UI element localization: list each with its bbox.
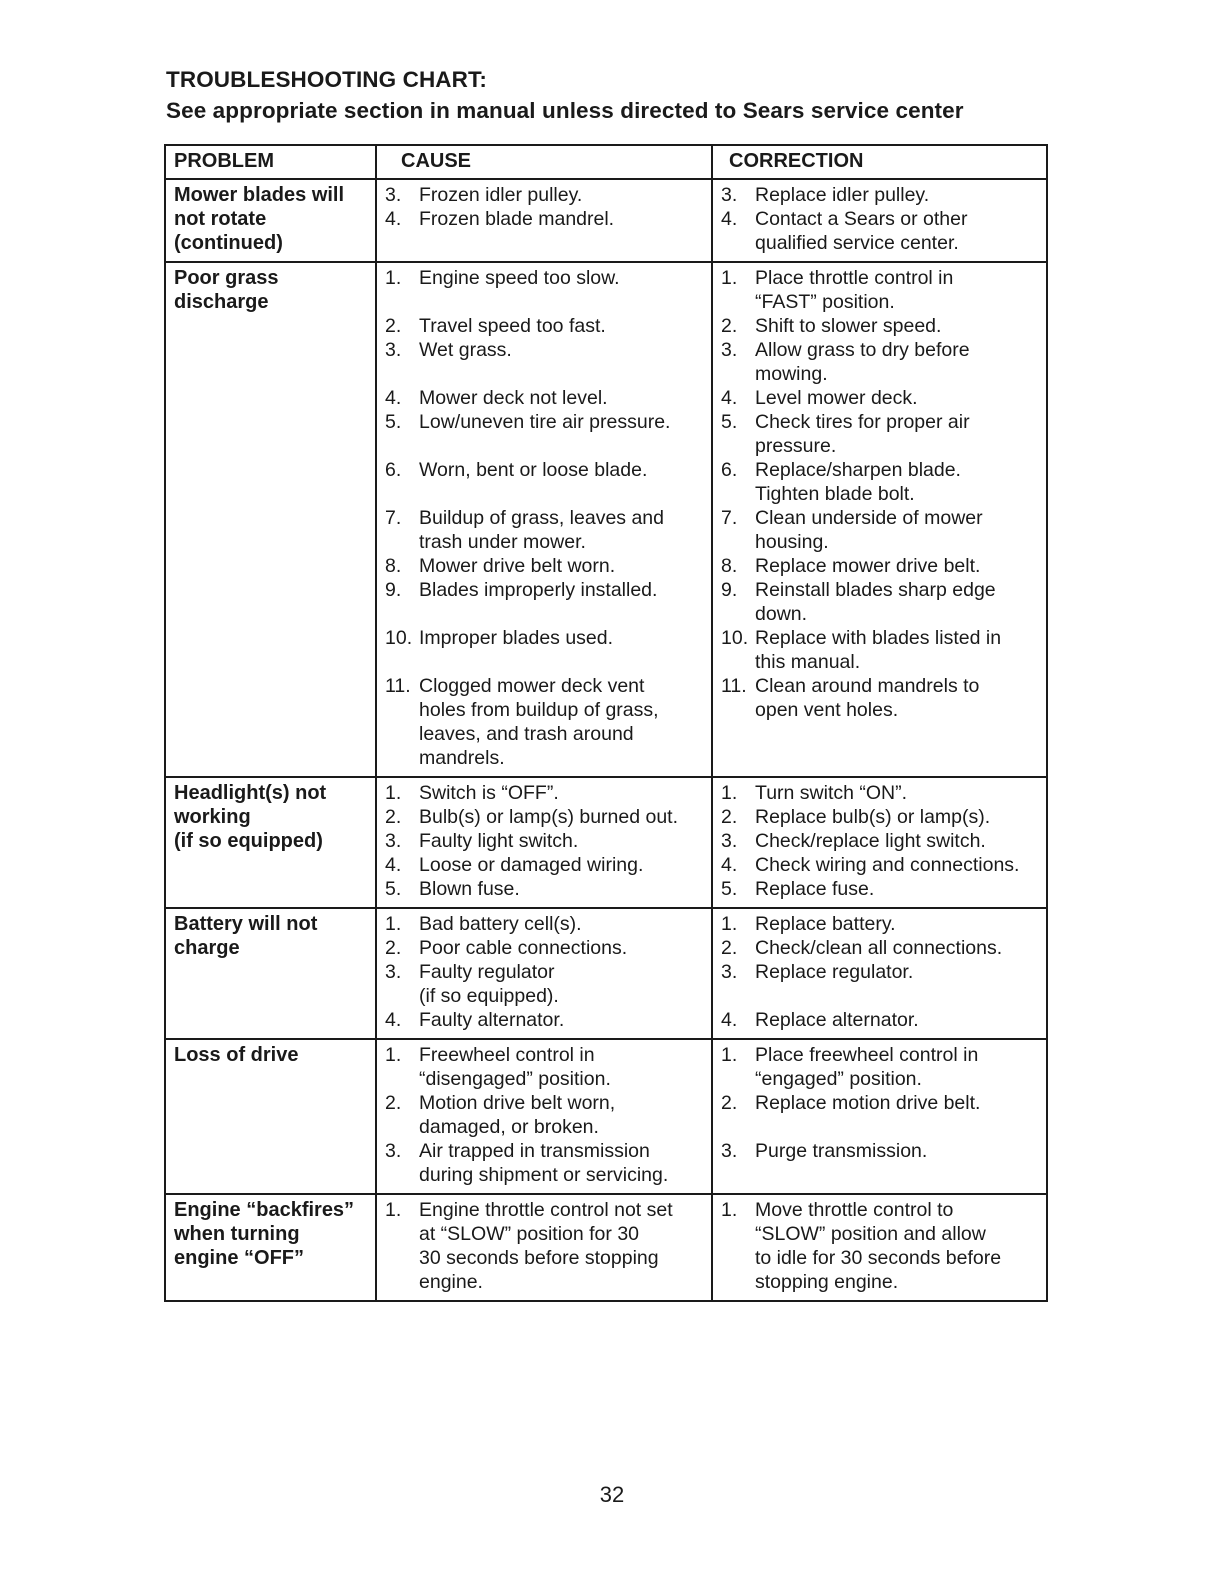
cause-item <box>385 1091 711 1139</box>
correction-item <box>721 266 1046 314</box>
item-number: 11. <box>385 675 411 697</box>
item-text <box>755 805 1046 829</box>
correction-item <box>721 1139 1046 1163</box>
table-row <box>165 777 1047 908</box>
item-text <box>419 781 711 805</box>
correction-list <box>721 1198 1046 1294</box>
cause-item <box>385 458 711 506</box>
item-line <box>419 434 711 458</box>
item-number: 2. <box>385 1092 402 1114</box>
item-line: Air trapped in transmission <box>419 1140 650 1162</box>
item-text <box>755 674 1046 722</box>
item-number: 10. <box>721 627 749 649</box>
cause-list <box>385 781 711 901</box>
correction-cell <box>712 179 1047 262</box>
item-number: 1. <box>721 913 738 935</box>
item-line <box>755 984 1046 1008</box>
item-number: 1. <box>385 1044 402 1066</box>
item-line: Engine throttle control not set <box>419 1199 673 1221</box>
item-number: 5. <box>385 878 402 900</box>
item-line: Frozen idler pulley. <box>419 184 583 206</box>
correction-item <box>721 1091 1046 1139</box>
item-line: Replace regulator. <box>755 961 914 983</box>
item-text <box>755 314 1046 338</box>
problem-text: Loss of drive <box>174 1044 299 1066</box>
correction-item <box>721 183 1046 207</box>
item-line: damaged, or broken. <box>419 1116 599 1138</box>
item-line: this manual. <box>755 651 861 673</box>
item-number: 1. <box>385 782 402 804</box>
item-line: Loose or damaged wiring. <box>419 854 644 876</box>
problem-text: (if so equipped) <box>174 830 323 852</box>
item-line: Frozen blade mandrel. <box>419 208 615 230</box>
item-line: to idle for 30 seconds before <box>755 1247 1002 1269</box>
cause-list <box>385 912 711 1032</box>
item-number: 2. <box>721 1092 738 1114</box>
item-number: 4. <box>385 854 402 876</box>
item-text <box>755 1008 1046 1032</box>
item-line: Allow grass to dry before <box>755 339 970 361</box>
item-line: Replace idler pulley. <box>755 184 930 206</box>
correction-item <box>721 386 1046 410</box>
item-number: 4. <box>721 387 738 409</box>
item-number: 7. <box>721 507 738 529</box>
item-number: 3. <box>385 1140 402 1162</box>
item-number: 4. <box>385 1009 402 1031</box>
cause-list <box>385 183 711 231</box>
item-text <box>755 853 1046 877</box>
correction-item <box>721 207 1046 255</box>
item-text <box>419 338 711 386</box>
item-text <box>419 936 711 960</box>
correction-list <box>721 1043 1046 1163</box>
item-line: mowing. <box>755 363 828 385</box>
chart-subtitle: See appropriate section in manual unless directed to Sears service center <box>166 98 964 123</box>
cause-item <box>385 781 711 805</box>
item-text <box>755 458 1046 506</box>
item-text <box>419 207 711 231</box>
item-number: 8. <box>721 555 738 577</box>
correction-list <box>721 912 1046 1032</box>
item-number: 11. <box>721 675 747 697</box>
item-text <box>755 338 1046 386</box>
correction-item <box>721 853 1046 877</box>
cause-cell <box>376 179 712 262</box>
item-line: Contact a Sears or other <box>755 208 968 230</box>
item-number: 1. <box>721 1199 738 1221</box>
item-line: Blades improperly installed. <box>419 579 658 601</box>
item-number: 4. <box>721 1009 738 1031</box>
item-number: 1. <box>385 267 402 289</box>
item-text <box>755 1139 1046 1163</box>
item-line: Worn, bent or loose blade. <box>419 459 648 481</box>
item-number: 1. <box>721 267 738 289</box>
item-line: Faulty regulator <box>419 961 555 983</box>
cause-item <box>385 578 711 626</box>
item-text <box>755 554 1046 578</box>
problem-text: engine “OFF” <box>174 1247 304 1269</box>
table-body <box>165 179 1047 1301</box>
cause-cell <box>376 1194 712 1301</box>
item-text <box>419 674 711 770</box>
item-text <box>419 1008 711 1032</box>
item-line <box>419 482 711 506</box>
correction-item <box>721 877 1046 901</box>
correction-cell <box>712 262 1047 777</box>
cause-list <box>385 1043 711 1187</box>
cause-item <box>385 554 711 578</box>
correction-item <box>721 410 1046 458</box>
item-line: Motion drive belt worn, <box>419 1092 616 1114</box>
cause-item <box>385 936 711 960</box>
item-line: pressure. <box>755 435 837 457</box>
item-line: Level mower deck. <box>755 387 918 409</box>
correction-item <box>721 314 1046 338</box>
problem-cell <box>165 1039 376 1194</box>
item-number: 3. <box>721 339 738 361</box>
item-line: “SLOW” position and allow <box>755 1223 986 1245</box>
item-text <box>419 1139 711 1187</box>
cause-item <box>385 960 711 1008</box>
item-number: 4. <box>721 208 738 230</box>
correction-cell <box>712 908 1047 1039</box>
item-text <box>419 1043 711 1091</box>
item-text <box>755 781 1046 805</box>
item-text <box>755 410 1046 458</box>
item-line <box>755 1115 1046 1139</box>
item-line: Check wiring and connections. <box>755 854 1020 876</box>
cause-item <box>385 207 711 231</box>
item-line: mandrels. <box>419 747 505 769</box>
correction-item <box>721 554 1046 578</box>
item-line: down. <box>755 603 808 625</box>
correction-item <box>721 829 1046 853</box>
item-line: during shipment or servicing. <box>419 1164 669 1186</box>
item-number: 3. <box>721 184 738 206</box>
item-number: 5. <box>721 411 738 433</box>
correction-list <box>721 266 1046 722</box>
item-text <box>755 183 1046 207</box>
item-text <box>755 1043 1046 1091</box>
item-text <box>755 506 1046 554</box>
item-text <box>755 960 1046 1008</box>
correction-item <box>721 674 1046 722</box>
item-line: Bad battery cell(s). <box>419 913 582 935</box>
cause-list <box>385 1198 711 1294</box>
item-text <box>755 829 1046 853</box>
problem-text: Poor grass <box>174 267 279 289</box>
correction-item <box>721 458 1046 506</box>
item-line: Clogged mower deck vent <box>419 675 645 697</box>
item-line: Place throttle control in <box>755 267 954 289</box>
correction-item <box>721 805 1046 829</box>
item-line: Replace alternator. <box>755 1009 919 1031</box>
problem-text: charge <box>174 937 240 959</box>
item-text <box>419 578 711 626</box>
item-line: Place freewheel control in <box>755 1044 979 1066</box>
cause-item <box>385 506 711 554</box>
item-text <box>755 207 1046 255</box>
problem-cell <box>165 908 376 1039</box>
item-number: 5. <box>721 878 738 900</box>
item-number: 1. <box>385 1199 402 1221</box>
correction-item <box>721 578 1046 626</box>
item-text <box>419 314 711 338</box>
item-line: Mower deck not level. <box>419 387 608 409</box>
problem-text: discharge <box>174 291 269 313</box>
item-line: Faulty light switch. <box>419 830 579 852</box>
cause-item <box>385 805 711 829</box>
item-text <box>419 554 711 578</box>
item-text <box>419 183 711 207</box>
item-number: 3. <box>721 830 738 852</box>
item-line: Low/uneven tire air pressure. <box>419 411 671 433</box>
correction-cell <box>712 1194 1047 1301</box>
item-number: 3. <box>721 961 738 983</box>
cause-item <box>385 338 711 386</box>
item-line: 30 seconds before stopping <box>419 1247 659 1269</box>
cause-item <box>385 853 711 877</box>
table-row <box>165 1039 1047 1194</box>
correction-item <box>721 506 1046 554</box>
table-row <box>165 179 1047 262</box>
item-number: 6. <box>721 459 738 481</box>
item-line: Tighten blade bolt. <box>755 483 915 505</box>
item-line: open vent holes. <box>755 699 899 721</box>
item-text <box>755 877 1046 901</box>
cause-item <box>385 1043 711 1091</box>
cause-list <box>385 266 711 770</box>
cause-item <box>385 626 711 674</box>
item-line: Replace motion drive belt. <box>755 1092 981 1114</box>
item-number: 9. <box>721 579 738 601</box>
cause-item <box>385 1008 711 1032</box>
item-number: 2. <box>721 937 738 959</box>
problem-text: when turning <box>174 1223 300 1245</box>
item-number: 2. <box>385 937 402 959</box>
item-line: leaves, and trash around <box>419 723 634 745</box>
header-correction: CORRECTION <box>712 145 1047 179</box>
cause-cell <box>376 908 712 1039</box>
item-line <box>419 650 711 674</box>
item-line: qualified service center. <box>755 232 959 254</box>
item-number: 2. <box>385 315 402 337</box>
item-number: 1. <box>721 1044 738 1066</box>
item-line: “FAST” position. <box>755 291 895 313</box>
item-line: Freewheel control in <box>419 1044 595 1066</box>
item-text <box>755 626 1046 674</box>
item-line: “disengaged” position. <box>419 1068 611 1090</box>
item-line: Mower drive belt worn. <box>419 555 616 577</box>
item-line: Check/replace light switch. <box>755 830 986 852</box>
item-text <box>755 1091 1046 1139</box>
item-number: 10. <box>385 627 413 649</box>
item-line: Shift to slower speed. <box>755 315 942 337</box>
item-line: Clean underside of mower <box>755 507 983 529</box>
item-text <box>755 1198 1046 1294</box>
header-problem: PROBLEM <box>165 145 376 179</box>
item-number: 1. <box>385 913 402 935</box>
item-line: Reinstall blades sharp edge <box>755 579 996 601</box>
correction-item <box>721 960 1046 1008</box>
item-text <box>419 1198 711 1294</box>
item-number: 6. <box>385 459 402 481</box>
item-number: 4. <box>721 854 738 876</box>
cause-item <box>385 829 711 853</box>
item-number: 3. <box>385 830 402 852</box>
troubleshooting-table <box>164 144 1048 1302</box>
table-row <box>165 262 1047 777</box>
problem-cell <box>165 1194 376 1301</box>
item-line: Wet grass. <box>419 339 512 361</box>
item-number: 3. <box>385 184 402 206</box>
item-text <box>755 578 1046 626</box>
cause-item <box>385 386 711 410</box>
table-row <box>165 908 1047 1039</box>
item-line: Replace bulb(s) or lamp(s). <box>755 806 991 828</box>
item-text <box>419 386 711 410</box>
problem-text: Headlight(s) not <box>174 782 327 804</box>
correction-cell <box>712 777 1047 908</box>
correction-item <box>721 1008 1046 1032</box>
item-line <box>419 602 711 626</box>
item-text <box>419 912 711 936</box>
problem-text: working <box>174 806 251 828</box>
item-number: 4. <box>385 387 402 409</box>
problem-cell <box>165 179 376 262</box>
cause-cell <box>376 262 712 777</box>
item-line: housing. <box>755 531 829 553</box>
item-line: Blown fuse. <box>419 878 520 900</box>
item-number: 3. <box>385 961 402 983</box>
item-text <box>755 266 1046 314</box>
item-text <box>419 626 711 674</box>
correction-item <box>721 1043 1046 1091</box>
cause-cell <box>376 777 712 908</box>
item-number: 9. <box>385 579 402 601</box>
cause-item <box>385 410 711 458</box>
cause-cell <box>376 1039 712 1194</box>
item-line: engine. <box>419 1271 483 1293</box>
problem-text: Battery will not <box>174 913 318 935</box>
item-text <box>419 805 711 829</box>
item-text <box>419 877 711 901</box>
item-line <box>419 362 711 386</box>
item-line: Replace mower drive belt. <box>755 555 981 577</box>
problem-cell <box>165 777 376 908</box>
problem-text: (continued) <box>174 232 283 254</box>
item-line: Purge transmission. <box>755 1140 928 1162</box>
item-text <box>419 853 711 877</box>
cause-item <box>385 1198 711 1294</box>
item-number: 3. <box>385 339 402 361</box>
item-text <box>419 266 711 314</box>
correction-item <box>721 912 1046 936</box>
item-line: Move throttle control to <box>755 1199 954 1221</box>
item-line: Turn switch “ON”. <box>755 782 908 804</box>
item-text <box>419 1091 711 1139</box>
correction-item <box>721 626 1046 674</box>
item-text <box>755 912 1046 936</box>
correction-list <box>721 781 1046 901</box>
item-line: holes from buildup of grass, <box>419 699 659 721</box>
cause-item <box>385 183 711 207</box>
header-row <box>165 145 1047 179</box>
correction-item <box>721 936 1046 960</box>
cause-item <box>385 877 711 901</box>
correction-item <box>721 781 1046 805</box>
cause-item <box>385 912 711 936</box>
item-line: Replace with blades listed in <box>755 627 1002 649</box>
item-text <box>419 506 711 554</box>
item-line: Clean around mandrels to <box>755 675 980 697</box>
item-text <box>419 829 711 853</box>
item-line <box>419 290 711 314</box>
problem-text: Engine “backfires” <box>174 1199 355 1221</box>
cause-item <box>385 314 711 338</box>
item-number: 1. <box>721 782 738 804</box>
item-line: at “SLOW” position for 30 <box>419 1223 640 1245</box>
item-line: Replace/sharpen blade. <box>755 459 961 481</box>
cause-item <box>385 266 711 314</box>
item-text <box>755 936 1046 960</box>
item-line: (if so equipped). <box>419 985 559 1007</box>
item-number: 2. <box>721 806 738 828</box>
item-text <box>419 960 711 1008</box>
item-number: 4. <box>385 208 402 230</box>
item-line: Bulb(s) or lamp(s) burned out. <box>419 806 679 828</box>
correction-cell <box>712 1039 1047 1194</box>
item-number: 2. <box>721 315 738 337</box>
item-line: Check tires for proper air <box>755 411 970 433</box>
item-line: Faulty alternator. <box>419 1009 565 1031</box>
item-line: “engaged” position. <box>755 1068 922 1090</box>
correction-item <box>721 1198 1046 1294</box>
correction-item <box>721 338 1046 386</box>
item-number: 3. <box>721 1140 738 1162</box>
item-text <box>419 410 711 458</box>
item-line: stopping engine. <box>755 1271 899 1293</box>
item-line: Check/clean all connections. <box>755 937 1003 959</box>
item-number: 2. <box>385 806 402 828</box>
item-line: Poor cable connections. <box>419 937 628 959</box>
cause-item <box>385 674 711 770</box>
problem-text: not rotate <box>174 208 267 230</box>
item-number: 8. <box>385 555 402 577</box>
table-row <box>165 1194 1047 1301</box>
item-line: trash under mower. <box>419 531 586 553</box>
item-text <box>419 458 711 506</box>
item-line: Improper blades used. <box>419 627 614 649</box>
header-cause: CAUSE <box>376 145 712 179</box>
item-line: Switch is “OFF”. <box>419 782 559 804</box>
item-line: Travel speed too fast. <box>419 315 606 337</box>
problem-cell <box>165 262 376 777</box>
chart-title: TROUBLESHOOTING CHART: <box>166 67 487 92</box>
cause-item <box>385 1139 711 1187</box>
item-line: Buildup of grass, leaves and <box>419 507 664 529</box>
item-line: Replace fuse. <box>755 878 875 900</box>
item-line: Engine speed too slow. <box>419 267 620 289</box>
item-text <box>755 386 1046 410</box>
page-number: 32 <box>599 1482 625 1507</box>
item-number: 5. <box>385 411 402 433</box>
problem-text: Mower blades will <box>174 184 345 206</box>
item-number: 7. <box>385 507 402 529</box>
item-line: Replace battery. <box>755 913 896 935</box>
correction-list <box>721 183 1046 255</box>
